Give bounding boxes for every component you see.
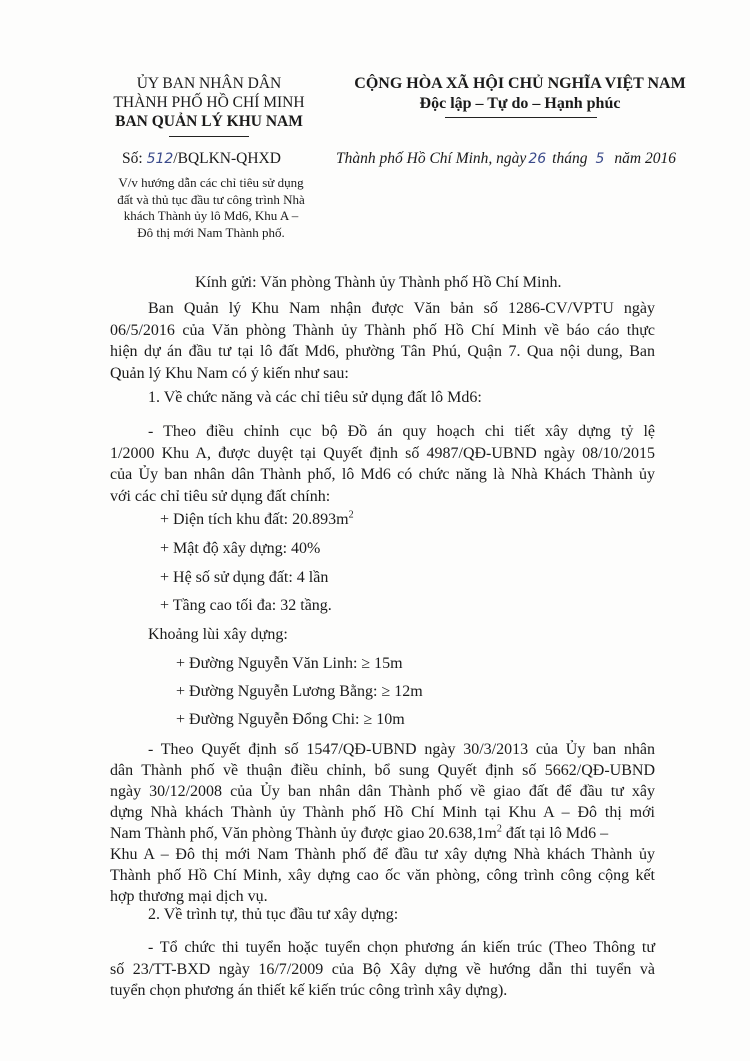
date-month-handwritten: 5 xyxy=(595,151,605,167)
indicator-area-text: + Diện tích khu đất: 20.893m xyxy=(160,511,349,528)
date-month-label: tháng xyxy=(552,150,588,167)
paragraph-line-part: Nam Thành phố, Văn phòng Thành ủy được giao 20.638,1m xyxy=(110,825,497,842)
document-number xyxy=(122,150,281,168)
indicator-floors: + Tầng cao tối đa: 32 tầng. xyxy=(160,597,332,614)
indicator-area xyxy=(160,511,354,529)
date-day-handwritten: 26 xyxy=(528,151,547,167)
indicator-density: + Mật độ xây dựng: 40% xyxy=(160,540,321,557)
subject-line: V/v hướng dẫn các chỉ tiêu sử dụng xyxy=(118,175,304,190)
issuing-organization xyxy=(98,74,320,131)
org-line-1: ỦY BAN NHÂN DÂN xyxy=(136,75,282,92)
paragraph-line: 06/5/2016 của Văn phòng Thành ủy Thành phố Hồ Chí Minh về báo cáo thực xyxy=(110,321,655,339)
paragraph-line: tuyển chọn phương án thiết kế kiến trúc công trình xây dựng). xyxy=(110,982,508,999)
date-prefix: Thành phố Hồ Chí Minh, ngày xyxy=(336,150,527,167)
paragraph-line: hiện dự án đầu tư tại lô đất Md6, phường Tân Phú, Quận 7. Qua nội dung, Ban xyxy=(110,343,655,360)
subject-line: đất và thủ tục đầu tư công trình Nhà xyxy=(117,191,305,207)
subject-line: khách Thành ủy lô Md6, Khu A – xyxy=(123,208,299,223)
setback-heading: Khoảng lùi xây dựng: xyxy=(148,626,288,643)
org-line-3: BAN QUẢN LÝ KHU NAM xyxy=(115,113,303,130)
nation-title: CỘNG HÒA XÃ HỘI CHỦ NGHĨA VIỆT NAM xyxy=(354,75,686,92)
paragraph-line: dựng Nhà khách Thành ủy Thành phố Hồ Chí Minh tại Khu A – Đô thị mới xyxy=(110,804,655,821)
setback-item: + Đường Nguyễn Đổng Chi: ≥ 10m xyxy=(176,711,405,728)
org-underline-divider xyxy=(169,136,249,137)
document-number-suffix: /BQLKN-QHXD xyxy=(173,150,281,167)
nation-motto: Độc lập – Tự do – Hạnh phúc xyxy=(419,95,621,112)
date-line xyxy=(336,150,676,168)
motto-underline-divider xyxy=(445,117,597,118)
org-line-2: THÀNH PHỐ HỒ CHÍ MINH xyxy=(113,94,305,111)
paragraph-line: ngày 30/12/2008 của Ủy ban nhân dân Thành phố về giao đất để đầu tư xây xyxy=(110,783,655,800)
paragraph-line: Khu A – Đô thị mới Nam Thành phố để đầu tư xây dựng Nhà khách Thành ủy xyxy=(110,846,655,863)
paragraph-line-part: đất tại lô Md6 – xyxy=(501,825,609,842)
setback-item: + Đường Nguyễn Văn Linh: ≥ 15m xyxy=(176,655,403,672)
setback-item: + Đường Nguyễn Lương Bằng: ≥ 12m xyxy=(176,683,423,700)
paragraph-line: Ban Quản lý Khu Nam nhận được Văn bản số 1286-CV/VPTU ngày xyxy=(148,300,655,317)
section-1-paragraph xyxy=(110,421,655,507)
section-1-heading: 1. Về chức năng và các chỉ tiêu sử dụng đất lô Md6: xyxy=(148,389,482,406)
section-2-heading: 2. Về trình tự, thủ tục đầu tư xây dựng: xyxy=(148,906,399,923)
paragraph-line: dân Thành phố về thuận điều chỉnh, bổ sung Quyết định số 5662/QĐ-UBND xyxy=(110,762,655,779)
superscript: 2 xyxy=(496,823,502,835)
section-2-paragraph xyxy=(110,937,655,1002)
paragraph-line: Thành phố Hồ Chí Minh, xây dựng cao ốc văn phòng, công trình công cộng kết xyxy=(110,867,655,884)
paragraph-line xyxy=(110,823,655,844)
paragraph-line: - Theo điều chỉnh cục bộ Đồ án quy hoạch chi tiết xây dựng tỷ lệ xyxy=(148,423,655,440)
paragraph-line: hợp thương mại dịch vụ. xyxy=(110,888,268,905)
paragraph-line: - Theo Quyết định số 1547/QĐ-UBND ngày 30/3/2013 của Ủy ban nhân xyxy=(148,741,655,758)
intro-paragraph xyxy=(110,298,655,384)
paragraph-line: 1/2000 Khu A, được duyệt tại Quyết định số 4987/QĐ-UBND ngày 08/10/2015 xyxy=(110,444,655,462)
subject-line: Đô thị mới Nam Thành phố. xyxy=(137,224,285,240)
salutation: Kính gửi: Văn phòng Thành ủy Thành phố Hồ Chí Minh. xyxy=(195,274,562,291)
paragraph-line: với các chỉ tiêu sử dụng đất chính: xyxy=(110,487,331,505)
decision-paragraph xyxy=(110,739,655,907)
document-number-prefix: Số: xyxy=(122,150,147,167)
paragraph-line: số 23/TT-BXD ngày 16/7/2009 của Bộ Xây dựng về hướng dẫn thi tuyển và xyxy=(110,960,655,978)
document-number-handwritten: 512 xyxy=(146,151,174,167)
paragraph-line: của Ủy ban nhân dân Thành phố, lô Md6 có chức năng là Nhà Khách Thành ủy xyxy=(110,466,655,483)
paragraph-line: Quản lý Khu Nam có ý kiến như sau: xyxy=(110,364,349,382)
superscript: 2 xyxy=(348,509,354,521)
paragraph-line: - Tổ chức thi tuyển hoặc tuyển chọn phương án kiến trúc (Theo Thông tư xyxy=(148,939,655,956)
indicator-coefficient: + Hệ số sử dụng đất: 4 lần xyxy=(160,569,329,586)
subject-block xyxy=(100,175,322,241)
date-year: năm 2016 xyxy=(614,150,676,167)
national-header xyxy=(335,74,705,114)
